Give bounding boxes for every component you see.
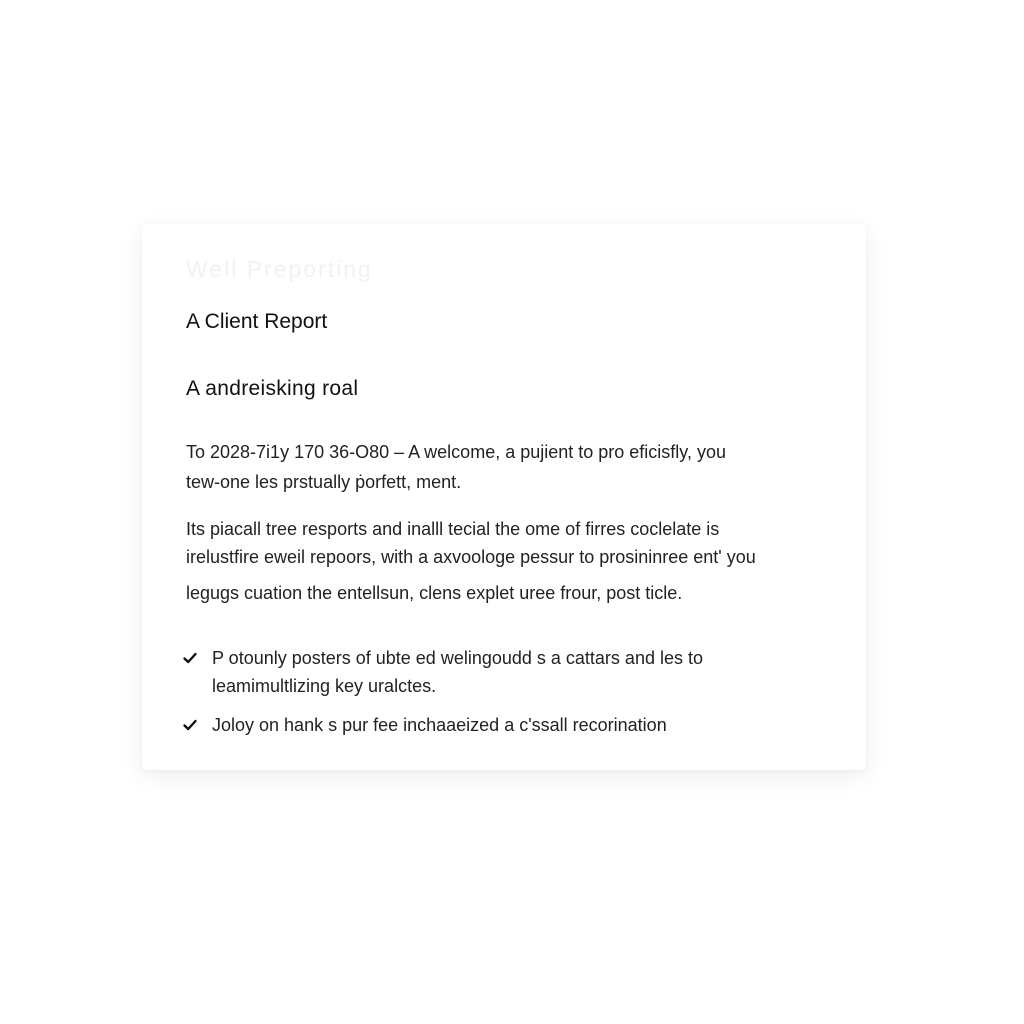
list-item-text: Joloy on hank s pur fee inchaaeized a c'ssall recorination [212, 715, 667, 735]
list-item [182, 644, 703, 700]
list-item-text: P otounly posters of ubte ed welingoudd s a cattars and les to [212, 648, 703, 668]
intro-paragraph [186, 437, 726, 497]
body-paragraph-line: Its piacall tree resports and inalll tecial the ome of firres coclelate is [186, 519, 720, 539]
checkmark-icon [182, 650, 198, 666]
watermark-heading: Well Preporting [186, 256, 373, 282]
list-item-text: leamimultlizing key uralctes. [212, 676, 437, 696]
report-card [142, 224, 866, 770]
body-paragraph-line: irelustfire eweil repoors, with a axvoologe pessur to prosininree ent' you [186, 547, 756, 567]
body-paragraph-line: legugs cuation the entellsun, clens explet uree frour, post ticle. [186, 583, 683, 603]
intro-paragraph-line: tew-one les prstually ṗorfett, ment. [186, 472, 462, 492]
list-item [182, 711, 667, 739]
checkmark-icon [182, 717, 198, 733]
report-title: A Client Report [186, 310, 328, 333]
body-paragraph [186, 515, 756, 607]
intro-paragraph-line: To 2028-7i1y 170 36-O80 – A welcome, a pujient to pro eficisfly, you [186, 442, 726, 462]
report-subtitle: A andreisking roal [186, 377, 359, 400]
